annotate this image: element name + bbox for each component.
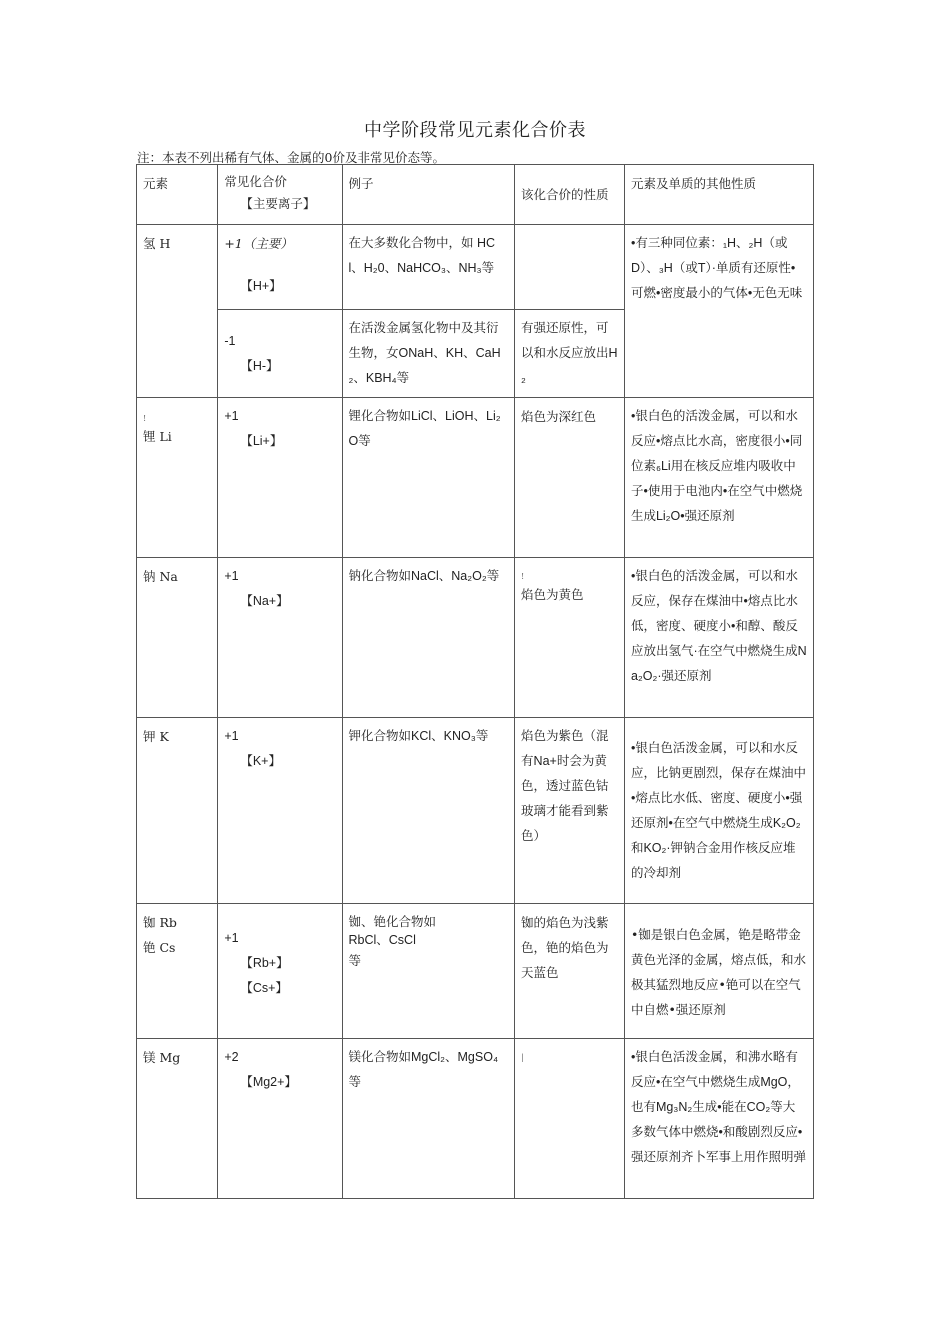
valence-cell-h-plus — [218, 225, 342, 310]
table-row-li — [137, 398, 814, 558]
mark-li: ! — [143, 414, 147, 423]
table-row-k — [137, 718, 814, 904]
property-cell-rb-cs: 铷的焰色为浅紫色，铯的焰色为天蓝色 — [515, 904, 625, 1039]
example-cell-mg: 镁化合物如MgCl₂、MgSO₄等 — [342, 1039, 515, 1199]
valence-rb-cs: +1 — [224, 931, 239, 945]
ion-k: 【K+】 — [240, 754, 281, 768]
property-cell-k: 焰色为紫色（混有Na+时会为黄色，透过蓝色钴玻璃才能看到紫色） — [515, 718, 625, 904]
valence-k: +1 — [224, 729, 239, 743]
example-cell-k: 钾化合物如KCl、KNO₃等 — [342, 718, 515, 904]
header-element: 元素 — [137, 165, 218, 225]
property-cell-na — [515, 558, 625, 718]
table-row-rb-cs — [137, 904, 814, 1039]
example-cell-h-minus: 在活泼金属氢化物中及其衍生物，女ONaH、KH、CaH₂、KBH₄等 — [342, 310, 515, 398]
example-cell-na: 钠化合物如NaCl、Na₂O₂等 — [342, 558, 515, 718]
header-valence-label: 常见化合价 — [224, 174, 287, 189]
element-cell-h: 氢 H — [137, 225, 218, 398]
page-title: 中学阶段常见元素化合价表 — [364, 120, 586, 141]
ion-rb: 【Rb+】 — [240, 956, 289, 970]
valence-cell-na — [218, 558, 342, 718]
valence-h-plus: +1（主要） — [224, 236, 293, 251]
table-note: 注：本表不列出稀有气体、金属的0价及非常见价态等。 — [137, 150, 445, 165]
header-row — [137, 165, 814, 225]
element-cell-mg: 镁 Mg — [137, 1039, 218, 1199]
other-cell-li: •银白色的活泼金属，可以和水反应•熔点比水高，密度很小•同位素₆Li用在核反应堆内吸收中子•使用于电池内•在空气中燃烧生成Li₂O•强还原剂 — [624, 398, 813, 558]
table-row-h-plus — [137, 225, 814, 310]
header-other: 元素及单质的其他性质 — [624, 165, 813, 225]
element-rb: 铷 Rb — [143, 915, 177, 930]
table-row-mg — [137, 1039, 814, 1199]
ion-mg: 【Mg2+】 — [240, 1075, 297, 1089]
valence-cell-h-minus — [218, 310, 342, 398]
valence-cell-rb-cs — [218, 904, 342, 1039]
element-cs: 铯 Cs — [143, 940, 176, 955]
example-rb-cs-line1: 铷、铯化合物如 — [348, 914, 437, 929]
valence-cell-mg — [218, 1039, 342, 1199]
example-cell-h-plus: 在大多数化合物中，如 HCl、H₂0、NaHCO₃、NH₃等 — [342, 225, 515, 310]
property-cell-h-plus — [515, 225, 625, 310]
valence-h-minus: -1 — [224, 333, 236, 348]
valence-mg: +2 — [224, 1050, 239, 1064]
property-cell-h-minus: 有强还原性，可以和水反应放出H₂ — [515, 310, 625, 398]
header-valence — [218, 165, 342, 225]
property-na: 焰色为黄色 — [521, 587, 584, 602]
element-cell-k: 钾 K — [137, 718, 218, 904]
valence-cell-li — [218, 398, 342, 558]
ion-cs: 【Cs+】 — [240, 981, 288, 995]
table-row-na — [137, 558, 814, 718]
example-cell-rb-cs — [342, 904, 515, 1039]
element-cell-li — [137, 398, 218, 558]
property-cell-li: 焰色为深红色 — [515, 398, 625, 558]
header-example: 例子 — [342, 165, 515, 225]
element-cell-na: 钠 Na — [137, 558, 218, 718]
mark-mg: | — [521, 1053, 524, 1062]
ion-na: 【Na+】 — [240, 594, 289, 608]
ion-li: 【Li+】 — [240, 434, 283, 448]
example-rb-cs-line3: 等 — [348, 953, 362, 968]
valence-na: +1 — [224, 569, 239, 583]
example-cell-li: 锂化合物如LiCl、LiOH、Li₂O等 — [342, 398, 515, 558]
example-rb-cs-line2: RbCl、CsCl — [348, 933, 416, 947]
ion-h-plus: 【H+】 — [240, 279, 282, 293]
element-cell-rb-cs — [137, 904, 218, 1039]
other-cell-k: •银白色活泼金属，可以和水反应，比钠更剧烈，保存在煤油中•熔点比水低、密度、硬度小•强还原剂•在空气中燃烧生成K₂O₂和KO₂·钾钠合金用作核反应堆的冷却剂 — [624, 718, 813, 904]
valence-table — [136, 164, 814, 1199]
other-cell-h: •有三种同位素：₁H、₂H（或D）、₃H（或T）·单质有还原性•可燃•密度最小的气体•无色无味 — [624, 225, 813, 398]
valence-cell-k — [218, 718, 342, 904]
other-cell-rb-cs: •铷是银白色金属，铯是略带金黄色光泽的金属，熔点低，和水极其猛烈地反应•铯可以在空气中自燃•强还原剂 — [624, 904, 813, 1039]
ion-h-minus: 【H-】 — [240, 358, 279, 373]
valence-li: +1 — [224, 409, 239, 423]
element-li: 锂 Li — [143, 429, 172, 444]
other-cell-mg: •银白色活泼金属，和沸水略有反应•在空气中燃烧生成MgO，也有Mg₃N₂生成•能在CO₂等大多数气体中燃烧•和酸剧烈反应•强还原剂齐卜军事上用作照明弹 — [624, 1039, 813, 1199]
other-cell-na: •银白色的活泼金属，可以和水反应，保存在煤油中•熔点比水低，密度、硬度小•和醇、酸反应放出氢气·在空气中燃烧生成Na₂O₂·强还原剂 — [624, 558, 813, 718]
property-cell-mg — [515, 1039, 625, 1199]
header-property: 该化合价的性质 — [515, 165, 625, 225]
header-ion-label: 【主要离子】 — [240, 196, 316, 211]
mark-na: ! — [521, 572, 525, 581]
